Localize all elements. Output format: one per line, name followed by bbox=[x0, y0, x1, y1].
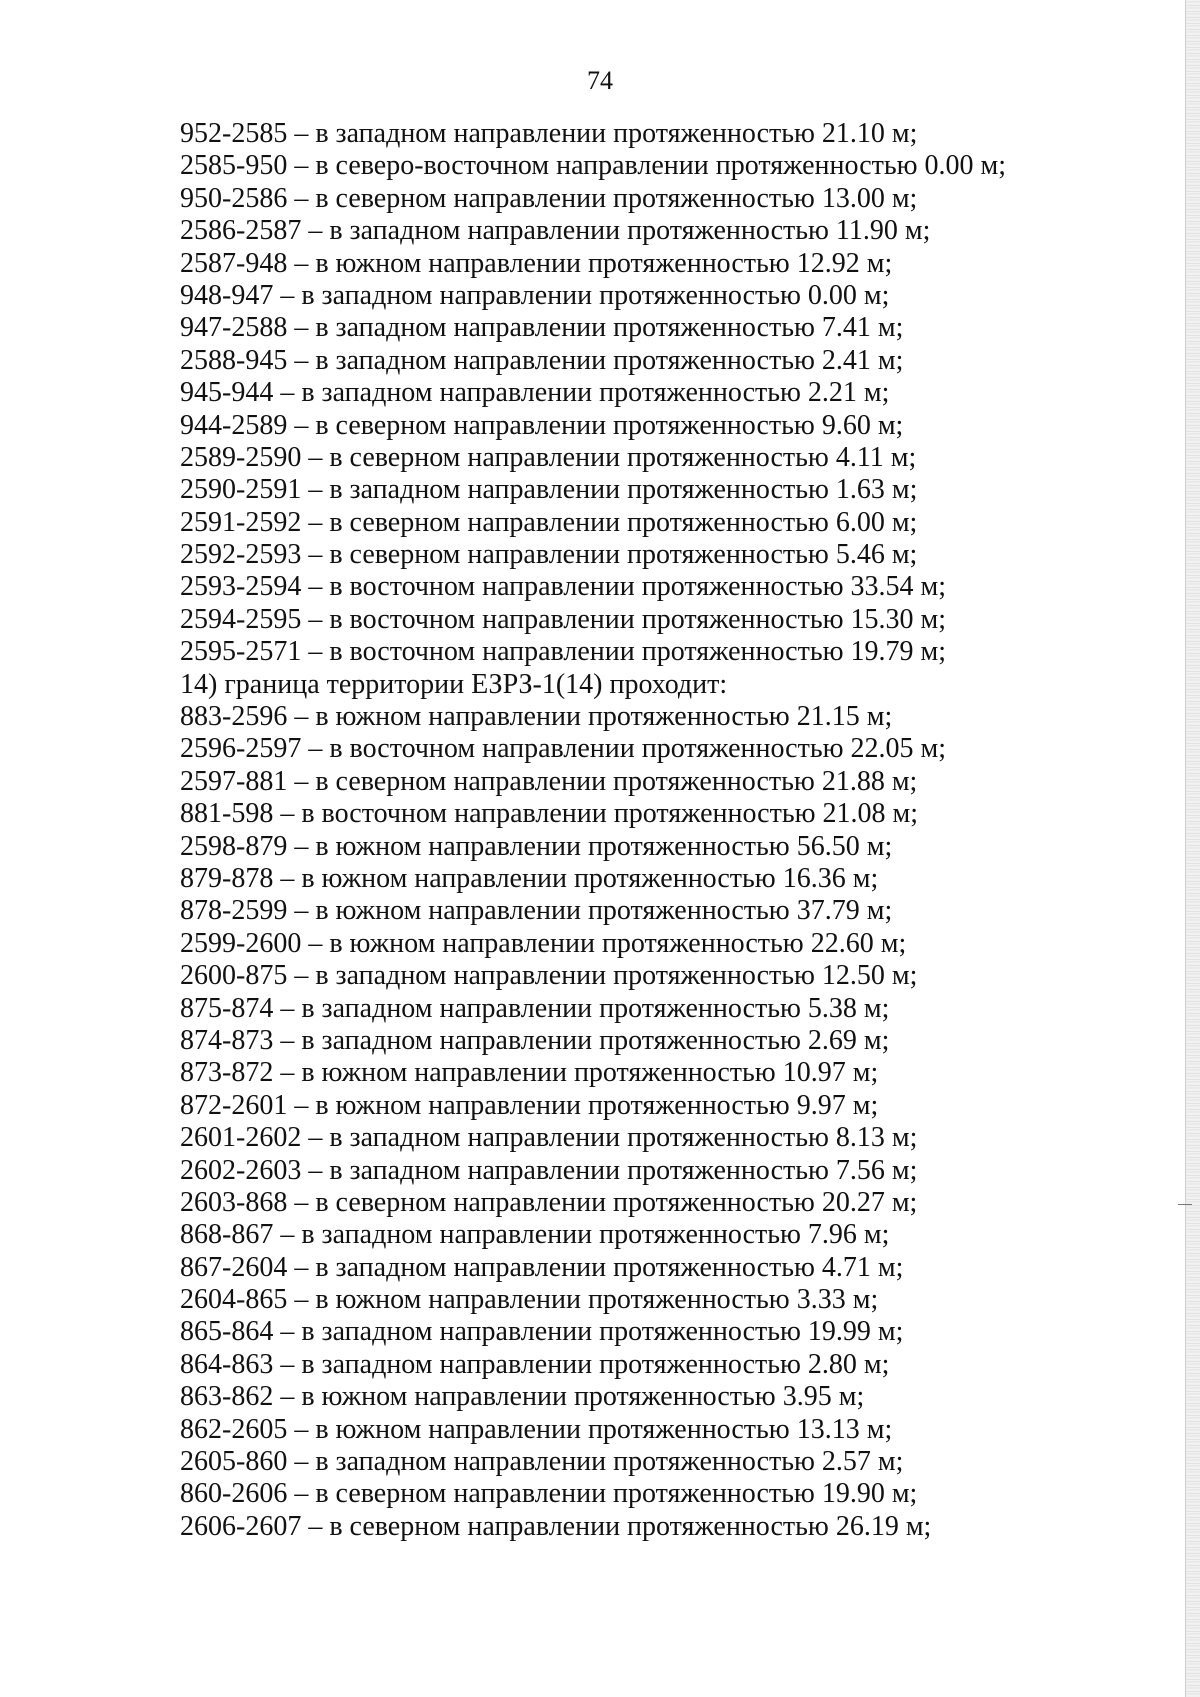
text-line: 2594-2595 – в восточном направлении протяженностью 15.30 м; bbox=[180, 603, 947, 635]
text-line: 862-2605 – в южном направлении протяженностью 13.13 м; bbox=[180, 1413, 893, 1445]
scan-edge-mark bbox=[1178, 1204, 1192, 1205]
text-line: 2592-2593 – в северном направлении протяженностью 5.46 м; bbox=[180, 539, 918, 571]
text-line: 867-2604 – в западном направлении протяженностью 4.71 м; bbox=[180, 1251, 904, 1283]
text-line: 2598-879 – в южном направлении протяженностью 56.50 м; bbox=[180, 830, 893, 862]
text-line: 2602-2603 – в западном направлении протяженностью 7.56 м; bbox=[180, 1154, 918, 1186]
text-line: 863-862 – в южном направлении протяженностью 3.95 м; bbox=[180, 1381, 865, 1413]
text-line: 2601-2602 – в западном направлении протяженностью 8.13 м; bbox=[180, 1122, 918, 1154]
text-line: 881-598 – в восточном направлении протяженностью 21.08 м; bbox=[180, 798, 919, 830]
text-line: 2603-868 – в северном направлении протяженностью 20.27 м; bbox=[180, 1186, 918, 1218]
section-heading: 14) граница территории ЕЗРЗ-1(14) проходит: bbox=[180, 668, 728, 700]
page-number: 74 bbox=[587, 66, 613, 95]
text-line: 878-2599 – в южном направлении протяженностью 37.79 м; bbox=[180, 895, 893, 927]
text-line: 2604-865 – в южном направлении протяженностью 3.33 м; bbox=[180, 1284, 879, 1316]
text-line: 2589-2590 – в северном направлении протяженностью 4.11 м; bbox=[180, 441, 917, 473]
boundary-description-list bbox=[180, 118, 1006, 1543]
text-line: 873-872 – в южном направлении протяженностью 10.97 м; bbox=[180, 1057, 879, 1089]
text-line: 875-874 – в западном направлении протяженностью 5.38 м; bbox=[180, 992, 890, 1024]
text-line: 944-2589 – в северном направлении протяженностью 9.60 м; bbox=[180, 409, 904, 441]
text-line: 865-864 – в западном направлении протяженностью 19.99 м; bbox=[180, 1316, 904, 1348]
text-line: 2590-2591 – в западном направлении протяженностью 1.63 м; bbox=[180, 474, 918, 506]
text-line: 2591-2592 – в северном направлении протяженностью 6.00 м; bbox=[180, 506, 918, 538]
text-line: 2600-875 – в западном направлении протяженностью 12.50 м; bbox=[180, 960, 918, 992]
text-line: 874-873 – в западном направлении протяженностью 2.69 м; bbox=[180, 1024, 890, 1056]
text-line: 2587-948 – в южном направлении протяженностью 12.92 м; bbox=[180, 247, 893, 279]
text-line: 2597-881 – в северном направлении протяженностью 21.88 м; bbox=[180, 765, 918, 797]
text-line: 2599-2600 – в южном направлении протяженностью 22.60 м; bbox=[180, 927, 907, 959]
text-line: 872-2601 – в южном направлении протяженностью 9.97 м; bbox=[180, 1089, 879, 1121]
text-line: 883-2596 – в южном направлении протяженностью 21.15 м; bbox=[180, 701, 893, 733]
text-line: 2605-860 – в западном направлении протяженностью 2.57 м; bbox=[180, 1446, 904, 1478]
text-line: 860-2606 – в северном направлении протяженностью 19.90 м; bbox=[180, 1478, 918, 1510]
text-line: 950-2586 – в северном направлении протяженностью 13.00 м; bbox=[180, 182, 918, 214]
text-line: 948-947 – в западном направлении протяженностью 0.00 м; bbox=[180, 279, 890, 311]
text-line: 945-944 – в западном направлении протяженностью 2.21 м; bbox=[180, 377, 890, 409]
text-line: 952-2585 – в западном направлении протяженностью 21.10 м; bbox=[180, 118, 918, 149]
text-line: 2586-2587 – в западном направлении протяженностью 11.90 м; bbox=[180, 215, 931, 247]
text-line: 2606-2607 – в северном направлении протяженностью 26.19 м; bbox=[180, 1510, 932, 1542]
text-line: 864-863 – в западном направлении протяженностью 2.80 м; bbox=[180, 1348, 890, 1380]
text-line: 947-2588 – в западном направлении протяженностью 7.41 м; bbox=[180, 312, 904, 344]
text-line: 879-878 – в южном направлении протяженностью 16.36 м; bbox=[180, 862, 879, 894]
scan-edge-strip bbox=[1185, 0, 1200, 1697]
text-line: 2588-945 – в западном направлении протяженностью 2.41 м; bbox=[180, 344, 904, 376]
text-line: 868-867 – в западном направлении протяженностью 7.96 м; bbox=[180, 1219, 890, 1251]
text-line: 2593-2594 – в восточном направлении протяженностью 33.54 м; bbox=[180, 571, 947, 603]
text-line: 2585-950 – в северо-восточном направлении протяженностью 0.00 м; bbox=[180, 150, 1007, 182]
text-line: 2596-2597 – в восточном направлении протяженностью 22.05 м; bbox=[180, 733, 947, 765]
text-line: 2595-2571 – в восточном направлении протяженностью 19.79 м; bbox=[180, 636, 947, 668]
